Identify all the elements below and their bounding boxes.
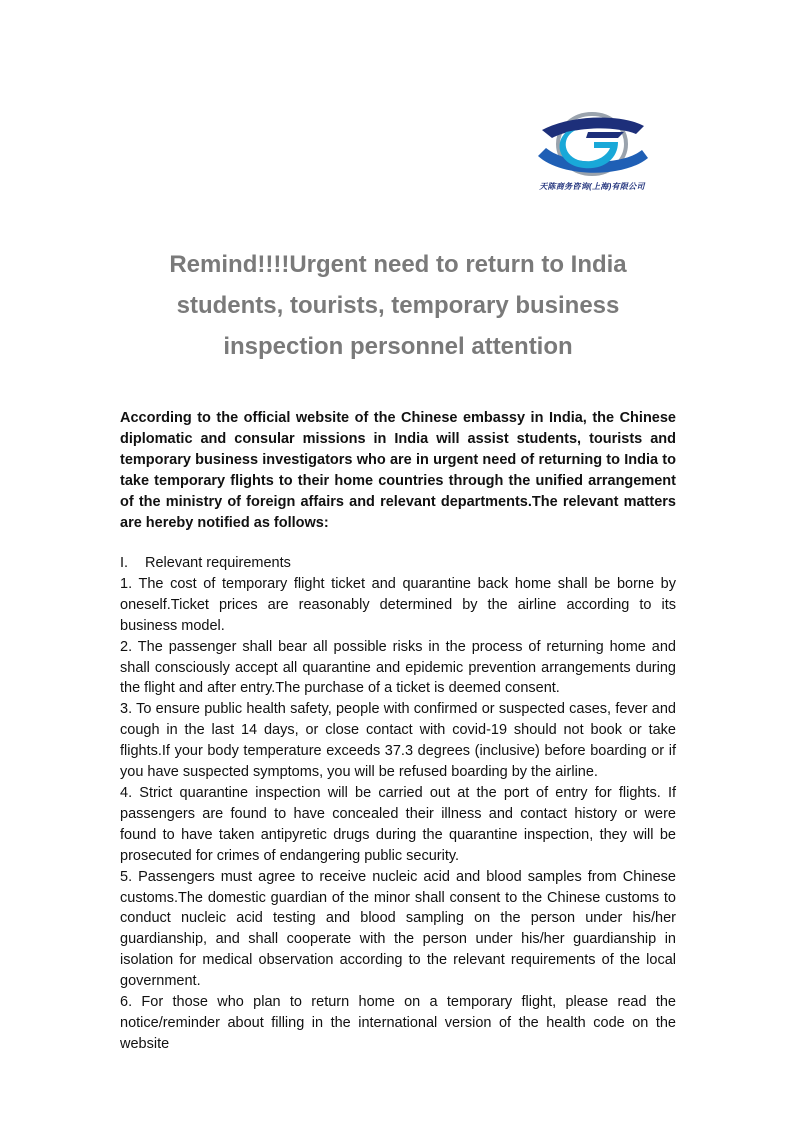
title-line-1: Remind!!!!Urgent need to return to India (169, 251, 627, 278)
company-name-caption: 天陈商务咨询(上海)有限公司 (539, 182, 645, 191)
requirement-item-3: 3. To ensure public health safety, people with confirmed or suspected cases, fever and cough in the last 14 days, or close contact with covid-19 should not book or take flights.If your body temperature exceeds 37.3 degrees (inclusive) before boarding or if you have suspected symptoms, you will be refused boarding by the airline. (120, 701, 676, 781)
requirement-item-4: 4. Strict quarantine inspection will be carried out at the port of entry for flights. If passengers are found to have concealed their illness and contact history or were found to have taken antipyretic drugs during the quarantine inspection, they will be prosecuted for crimes of endangering public security. (120, 784, 676, 864)
title-line-2: students, tourists, temporary business (176, 292, 620, 319)
requirement-item-1: 1. The cost of temporary flight ticket and quarantine back home shall be borne by oneself.Ticket prices are reasonably determined by the airline according to its business model. (120, 575, 676, 634)
company-logo (526, 108, 658, 192)
requirement-item-6: 6. For those who plan to return home on a temporary flight, please read the notice/reminder about filling in the international version of the health code on the website (120, 994, 676, 1052)
requirement-item-2: 2. The passenger shall bear all possible risks in the process of returning home and shall consciously accept all quarantine and epidemic prevention arrangements during the flight and after entry.The purchase of a ticket is deemed consent. (120, 638, 676, 697)
requirement-item-5: 5. Passengers must agree to receive nucleic acid and blood samples from Chinese customs.The domestic guardian of the minor shall consent to the Chinese customs to conduct nucleic acid testing and blood sampling on the person under his/her guardianship, and shall cooperate with the person under his/her guardianship in isolation for medical observation according to the relevant requirements of the local government. (120, 868, 676, 990)
section-heading (120, 553, 676, 574)
title-line-3: inspection personnel attention (223, 333, 573, 360)
requirements-section (120, 553, 676, 1055)
section-number: I. (120, 555, 129, 571)
company-logo-globe-icon (532, 108, 652, 180)
intro-paragraph: According to the official website of the Chinese embassy in India, the Chinese diplomatic and consular missions in India will assist students, tourists and temporary business investigators who are in urgent need of returning to India to take temporary flights to their home countries through the unified arrangement of the ministry of foreign affairs and relevant departments.The relevant matters are hereby notified as follows: (120, 410, 676, 531)
section-heading-text: Relevant requirements (145, 555, 291, 571)
page-title (120, 244, 676, 367)
